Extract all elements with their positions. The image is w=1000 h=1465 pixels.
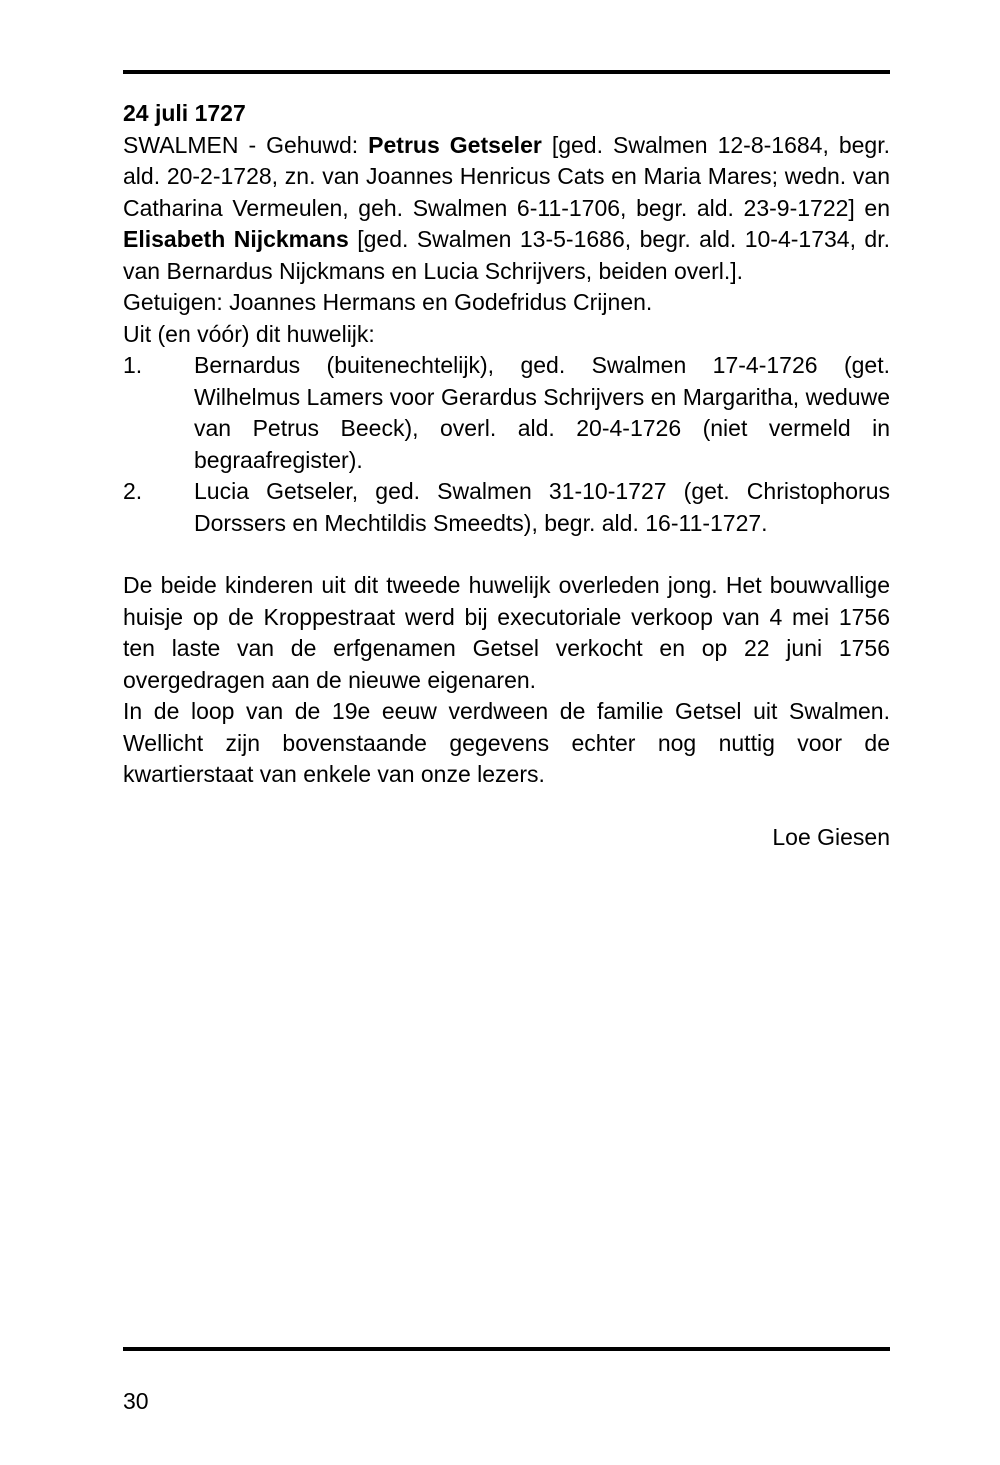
paragraph: In de loop van de 19e eeuw verdween de familie Getsel uit Swalmen. Wellicht zijn bovenstaande gegevens echter nog nuttig voor de kwartierstaat van enkele van onze lezers. [123,698,890,787]
child-entry [123,350,890,476]
author-signature: Loe Giesen [772,823,890,850]
top-rule [123,70,890,74]
marriage-record [123,130,890,288]
bottom-rule [123,1347,890,1351]
bride-details: [ged. Swalmen 13-5-1686, begr. ald. 10-4-1734, dr. van Bernardus Nijckmans en Lucia Schrijvers, beiden overl.]. [123,226,890,284]
groom-details: [ged. Swalmen 12-8-1684, begr. ald. 20-2-1728, zn. van Joannes Henricus Cats en Maria Mares; wedn. van Catharina Vermeulen, geh. Swalmen 6-11-1706, begr. ald. 23-9-1722] en [123,131,891,221]
record-intro: SWALMEN - Gehuwd: [123,131,369,158]
page-body [123,98,890,853]
witnesses: Getuigen: Joannes Hermans en Godefridus Crijnen. [123,289,653,315]
child-number: 1. [123,352,143,378]
child-text: Lucia Getseler, ged. Swalmen 31-10-1727 (get. Christophorus Dorssers en Mechtildis Smeedts), begr. ald. 16-11-1727. [194,478,890,536]
child-text: Bernardus (buitenechtelijk), ged. Swalmen 17-4-1726 (get. Wilhelmus Lamers voor Gerardus Schrijvers en Margaritha, weduwe van Petrus Beeck), overl. ald. 20-4-1726 (niet vermeld in begraafregister). [194,352,890,473]
child-number: 2. [123,478,143,504]
children-intro: Uit (en vóór) dit huwelijk: [123,320,375,347]
bride-name: Elisabeth Nijckmans [123,226,349,252]
page-number: 30 [123,1388,149,1414]
paragraph: De beide kinderen uit dit tweede huwelijk overleden jong. Het bouwvallige huisje op de Kroppestraat werd bij executoriale verkoop van 4 mei 1756 ten laste van de erfgenamen Getsel verkocht en op 22 juni 1756 overgedragen aan de nieuwe eigenaren. [123,572,890,693]
record-date: 24 juli 1727 [123,100,246,126]
groom-name: Petrus Getseler [368,131,542,158]
child-entry [123,476,890,539]
spacer [123,539,890,570]
